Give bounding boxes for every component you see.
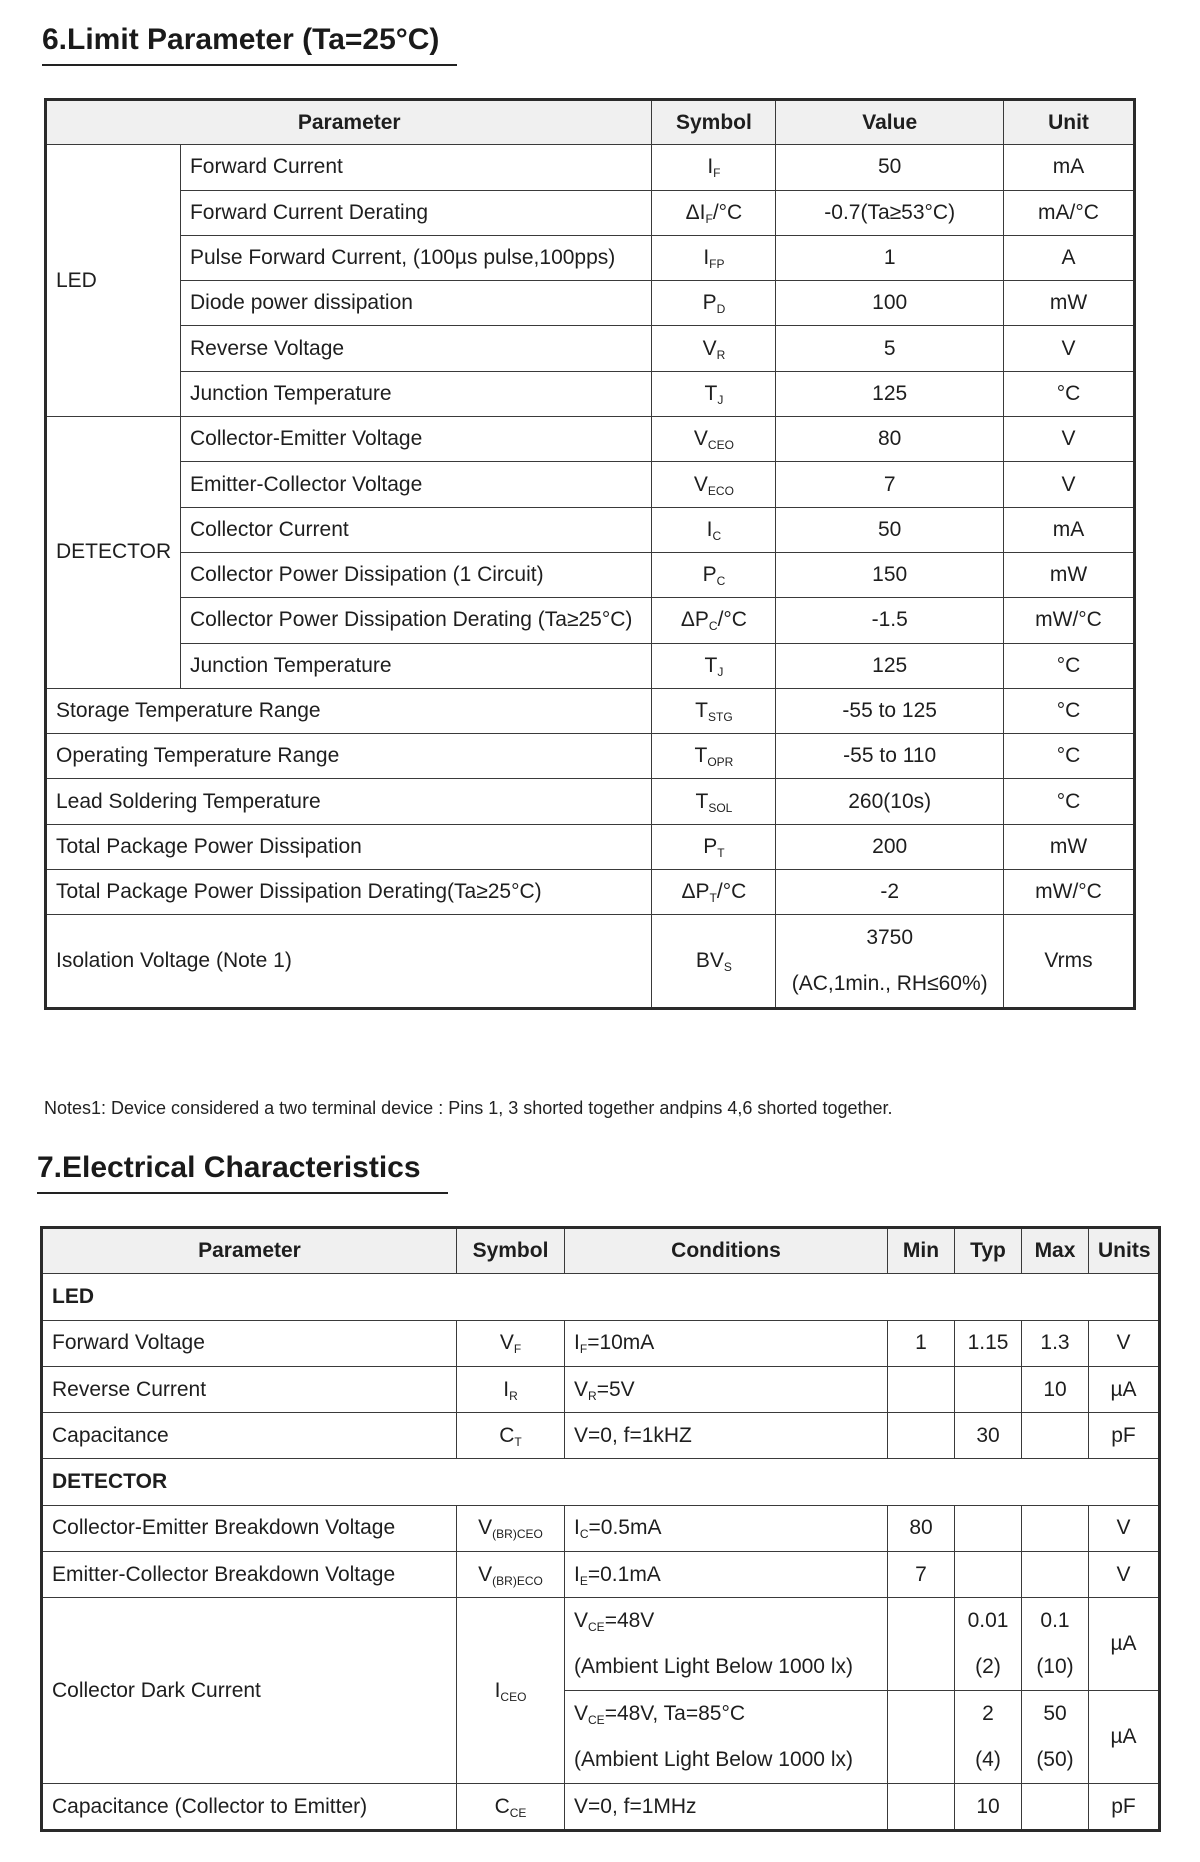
unit-cell: V	[1089, 1505, 1160, 1551]
limit-parameter-table	[44, 98, 1136, 1010]
header-conditions: Conditions	[565, 1228, 888, 1274]
value-cell: -1.5	[776, 598, 1004, 643]
table-row	[42, 1552, 1160, 1598]
param-cell: Collector Current	[180, 507, 651, 552]
note-text: Notes1: Device considered a two terminal device : Pins 1, 3 shorted together andpins 4,6 shorted together.	[44, 1098, 893, 1118]
led-group	[46, 145, 1135, 417]
value-cell: 125	[776, 371, 1004, 416]
param-cell: Junction Temperature	[180, 643, 651, 688]
condition-cell: $V_{CE}=48V$ (Ambient Light Below 1000 lx)	[565, 1598, 888, 1691]
header-value: Value	[776, 100, 1004, 145]
table-row	[46, 552, 1135, 597]
unit-cell: mA	[1004, 507, 1135, 552]
table-header-row	[42, 1228, 1160, 1274]
table-row	[46, 462, 1135, 507]
group-label-led: LED	[46, 145, 181, 417]
table-row	[46, 190, 1135, 235]
symbol-cell: $I_{FP}$	[652, 235, 776, 280]
unit-cell: °C	[1004, 643, 1135, 688]
typ-cell: 0.01 (2)	[955, 1598, 1022, 1691]
unit-cell: °C	[1004, 734, 1135, 779]
group-label-row	[42, 1459, 1160, 1505]
value-cell: 50	[776, 507, 1004, 552]
typ-cell: 1.15	[955, 1320, 1022, 1366]
symbol-cell: $V_F$	[457, 1320, 565, 1366]
min-cell: 80	[888, 1505, 955, 1551]
param-cell: Emitter-Collector Voltage	[180, 462, 651, 507]
value-cell: 150	[776, 552, 1004, 597]
header-units: Units	[1089, 1228, 1160, 1274]
value-cell: 260(10s)	[776, 779, 1004, 824]
max-cell	[1022, 1413, 1089, 1459]
typ-cell	[955, 1505, 1022, 1551]
min-cell: 1	[888, 1320, 955, 1366]
value-cell: 50	[776, 145, 1004, 190]
section-6-title: 6.Limit Parameter (Ta=25°C)	[42, 22, 457, 66]
value-cell: 80	[776, 417, 1004, 462]
unit-cell: mW	[1004, 824, 1135, 869]
param-cell: Total Package Power Dissipation Derating(Ta≥25°C)	[46, 870, 652, 915]
symbol-cell: $T_J$	[652, 643, 776, 688]
symbol-cell: $T_{STG}$	[652, 688, 776, 733]
group-label-row	[42, 1274, 1160, 1320]
detector-group	[46, 417, 1135, 689]
value-cell: 1	[776, 235, 1004, 280]
max-cell	[1022, 1552, 1089, 1598]
max-cell: 10	[1022, 1366, 1089, 1412]
value-cell: 200	[776, 824, 1004, 869]
max-cell: 50 (50)	[1022, 1691, 1089, 1784]
value-cell: 7	[776, 462, 1004, 507]
condition-cell: $V_{CE}=48V$, Ta=85°C (Ambient Light Below 1000 lx)	[565, 1691, 888, 1784]
typ-cell: 2 (4)	[955, 1691, 1022, 1784]
header-symbol: Symbol	[457, 1228, 565, 1274]
header-min: Min	[888, 1228, 955, 1274]
symbol-cell: $I_R$	[457, 1366, 565, 1412]
unit-cell: V	[1089, 1552, 1160, 1598]
param-cell: Collector-Emitter Voltage	[180, 417, 651, 462]
unit-cell: V	[1089, 1320, 1160, 1366]
symbol-cell: $P_D$	[652, 281, 776, 326]
min-cell	[888, 1784, 955, 1830]
unit-cell: A	[1004, 235, 1135, 280]
value-cell: -55 to 110	[776, 734, 1004, 779]
param-cell: Isolation Voltage (Note 1)	[46, 915, 652, 1009]
table-row	[46, 915, 1135, 1009]
table-row	[42, 1413, 1160, 1459]
table-row	[46, 326, 1135, 371]
table-header-row	[46, 100, 1135, 145]
max-cell: 1.3	[1022, 1320, 1089, 1366]
condition-cell: $V_R=5V$	[565, 1366, 888, 1412]
table-row	[42, 1784, 1160, 1830]
symbol-cell: $BV_S$	[652, 915, 776, 1009]
section-7-title: 7.Electrical Characteristics	[37, 1150, 448, 1194]
param-cell: Forward Voltage	[42, 1320, 457, 1366]
table-row	[46, 734, 1135, 779]
unit-cell: V	[1004, 417, 1135, 462]
header-parameter: Parameter	[46, 100, 652, 145]
symbol-cell: $I_{CEO}$	[457, 1598, 565, 1784]
symbol-cell: $T_J$	[652, 371, 776, 416]
param-cell: Operating Temperature Range	[46, 734, 652, 779]
value-cell: 125	[776, 643, 1004, 688]
param-cell: Storage Temperature Range	[46, 688, 652, 733]
header-typ: Typ	[955, 1228, 1022, 1274]
value-cell: 5	[776, 326, 1004, 371]
unit-cell: V	[1004, 326, 1135, 371]
header-parameter: Parameter	[42, 1228, 457, 1274]
typ-cell	[955, 1552, 1022, 1598]
header-symbol: Symbol	[652, 100, 776, 145]
header-max: Max	[1022, 1228, 1089, 1274]
table-row	[46, 870, 1135, 915]
typ-cell: 10	[955, 1784, 1022, 1830]
param-cell: Junction Temperature	[180, 371, 651, 416]
min-cell	[888, 1598, 955, 1691]
symbol-cell: $C_T$	[457, 1413, 565, 1459]
value-cell: 3750 (AC,1min., RH≤60%)	[776, 915, 1004, 1009]
unit-cell: V	[1004, 462, 1135, 507]
unit-cell: mW/°C	[1004, 598, 1135, 643]
param-cell: Capacitance	[42, 1413, 457, 1459]
value-cell: -0.7(Ta≥53°C)	[776, 190, 1004, 235]
unit-cell: µA	[1089, 1691, 1160, 1784]
symbol-cell: $\Delta P_C/^\circ C$	[652, 598, 776, 643]
min-cell	[888, 1413, 955, 1459]
table-row	[42, 1505, 1160, 1551]
unit-cell: mW	[1004, 552, 1135, 597]
condition-cell: $I_F=10mA$	[565, 1320, 888, 1366]
table-row	[46, 235, 1135, 280]
symbol-cell: $T_{SOL}$	[652, 779, 776, 824]
table-row	[46, 417, 1135, 462]
unit-cell: µA	[1089, 1366, 1160, 1412]
min-cell	[888, 1366, 955, 1412]
unit-cell: °C	[1004, 371, 1135, 416]
symbol-cell: $V_{ECO}$	[652, 462, 776, 507]
table-row	[46, 688, 1135, 733]
param-cell: Forward Current	[180, 145, 651, 190]
param-cell: Total Package Power Dissipation	[46, 824, 652, 869]
param-cell: Capacitance (Collector to Emitter)	[42, 1784, 457, 1830]
unit-cell: mA	[1004, 145, 1135, 190]
symbol-cell: $V_R$	[652, 326, 776, 371]
group-label-detector: DETECTOR	[42, 1459, 1160, 1505]
condition-cell: V=0, f=1kHZ	[565, 1413, 888, 1459]
symbol-cell: $\Delta P_T/^\circ C$	[652, 870, 776, 915]
unit-cell: µA	[1089, 1598, 1160, 1691]
typ-cell	[955, 1366, 1022, 1412]
table-row	[42, 1366, 1160, 1412]
param-cell: Lead Soldering Temperature	[46, 779, 652, 824]
unit-cell: mA/°C	[1004, 190, 1135, 235]
table-row	[46, 643, 1135, 688]
max-cell	[1022, 1784, 1089, 1830]
param-cell: Reverse Voltage	[180, 326, 651, 371]
symbol-cell: $P_C$	[652, 552, 776, 597]
value-cell: -55 to 125	[776, 688, 1004, 733]
value-cell: -2	[776, 870, 1004, 915]
max-cell	[1022, 1505, 1089, 1551]
table-row	[46, 779, 1135, 824]
unit-cell: pF	[1089, 1784, 1160, 1830]
detector-group	[42, 1505, 1160, 1598]
symbol-cell: $\Delta I_F/^\circ C$	[652, 190, 776, 235]
typ-cell: 30	[955, 1413, 1022, 1459]
param-cell: Forward Current Derating	[180, 190, 651, 235]
param-cell: Collector Dark Current	[42, 1598, 457, 1784]
symbol-cell: $I_C$	[652, 507, 776, 552]
table-row	[46, 507, 1135, 552]
led-group	[42, 1320, 1160, 1459]
param-cell: Emitter-Collector Breakdown Voltage	[42, 1552, 457, 1598]
unit-cell: mW/°C	[1004, 870, 1135, 915]
symbol-cell: $V_{(BR)ECO}$	[457, 1552, 565, 1598]
table-row	[46, 281, 1135, 326]
unit-cell: Vrms	[1004, 915, 1135, 1009]
table-row	[46, 824, 1135, 869]
param-cell: Diode power dissipation	[180, 281, 651, 326]
param-cell: Collector-Emitter Breakdown Voltage	[42, 1505, 457, 1551]
group-label-led: LED	[42, 1274, 1160, 1320]
condition-cell: V=0, f=1MHz	[565, 1784, 888, 1830]
param-cell: Reverse Current	[42, 1366, 457, 1412]
unit-cell: °C	[1004, 688, 1135, 733]
max-cell: 0.1 (10)	[1022, 1598, 1089, 1691]
group-label-detector: DETECTOR	[46, 417, 181, 689]
table-row	[46, 145, 1135, 190]
min-cell	[888, 1691, 955, 1784]
param-cell: Collector Power Dissipation Derating (Ta≥25°C)	[180, 598, 651, 643]
condition-cell: $I_E=0.1mA$	[565, 1552, 888, 1598]
unit-cell: °C	[1004, 779, 1135, 824]
header-unit: Unit	[1004, 100, 1135, 145]
min-cell: 7	[888, 1552, 955, 1598]
table-row	[42, 1320, 1160, 1366]
symbol-cell: $I_F$	[652, 145, 776, 190]
table-row	[46, 371, 1135, 416]
table-row	[46, 598, 1135, 643]
symbol-cell: $T_{OPR}$	[652, 734, 776, 779]
symbol-cell: $C_{CE}$	[457, 1784, 565, 1830]
general-group	[46, 688, 1135, 914]
value-cell: 100	[776, 281, 1004, 326]
param-cell: Collector Power Dissipation (1 Circuit)	[180, 552, 651, 597]
symbol-cell: $P_T$	[652, 824, 776, 869]
symbol-cell: $V_{(BR)CEO}$	[457, 1505, 565, 1551]
unit-cell: mW	[1004, 281, 1135, 326]
unit-cell: pF	[1089, 1413, 1160, 1459]
param-cell: Pulse Forward Current, (100µs pulse,100pps)	[180, 235, 651, 280]
table-row	[42, 1598, 1160, 1691]
symbol-cell: $V_{CEO}$	[652, 417, 776, 462]
condition-cell: $I_C=0.5mA$	[565, 1505, 888, 1551]
electrical-characteristics-table	[40, 1226, 1161, 1832]
